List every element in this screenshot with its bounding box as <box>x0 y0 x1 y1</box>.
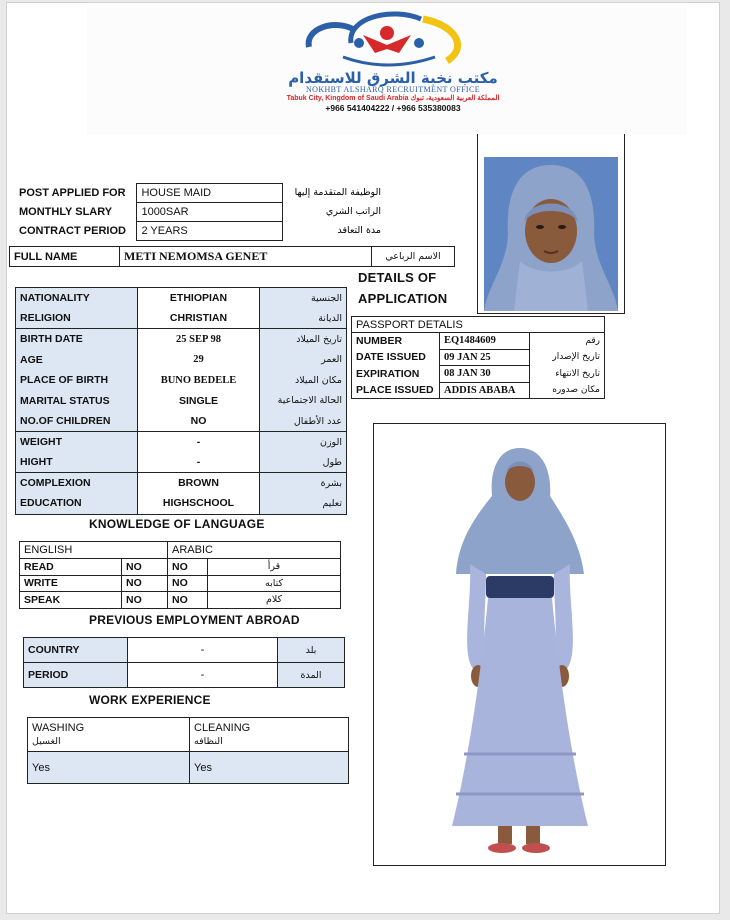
language-row-label: READ <box>20 559 122 576</box>
post-row-label: MONTHLY SLARY <box>15 203 137 222</box>
personal-row-value: HIGHSCHOOL <box>138 493 260 514</box>
personal-row-arabic: تاريخ الميلاد <box>260 329 347 350</box>
employment-row-arabic: بلد <box>278 638 345 663</box>
post-row-label: CONTRACT PERIOD <box>15 222 137 241</box>
employment-heading: PREVIOUS EMPLOYMENT ABROAD <box>89 613 300 627</box>
office-name-english: NOKHBT ALSHARQ RECRUITMENT OFFICE <box>305 85 481 94</box>
passport-row-label: NUMBER <box>352 333 440 350</box>
cv-page <box>6 2 720 914</box>
passport-row-value: 08 JAN 30 <box>440 366 530 383</box>
language-row-english: NO <box>122 575 168 592</box>
language-row-english: NO <box>122 559 168 576</box>
passport-row-label: PLACE ISSUED <box>352 382 440 399</box>
personal-row-value: - <box>138 432 260 453</box>
post-row-arabic: الوظيفة المتقدمة إليها <box>294 187 381 198</box>
full-body-photo-frame <box>373 423 666 866</box>
work-table <box>27 717 349 784</box>
post-row-value: 2 YEARS <box>137 222 283 241</box>
full-body-photo <box>374 424 665 865</box>
employment-row-value: - <box>128 663 278 688</box>
office-name-arabic: مكتب نخبة الشرق للاستقدام <box>288 69 498 87</box>
personal-row-value: CHRISTIAN <box>138 308 260 329</box>
work-washing-value: Yes <box>28 752 190 784</box>
fullname-value: METI NEMOMSA GENET <box>120 247 372 267</box>
passport-row-arabic: تاريخ الانتهاء <box>555 368 600 379</box>
personal-row-arabic: العمر <box>260 349 347 370</box>
personal-row-arabic: تعليم <box>260 493 347 514</box>
work-col-washing-ar: الغسيل <box>32 736 61 747</box>
work-col-washing <box>28 718 190 752</box>
passport-row-arabic: رقم <box>585 336 600 346</box>
work-cleaning-value: Yes <box>190 752 349 784</box>
language-row-label: SPEAK <box>20 592 122 609</box>
personal-row-arabic: عدد الأطفال <box>260 411 347 432</box>
personal-row-arabic: مكان الميلاد <box>260 370 347 391</box>
employment-row-arabic: المدة <box>278 663 345 688</box>
passport-row-label: DATE ISSUED <box>352 349 440 366</box>
personal-row-arabic: الديانة <box>260 308 347 329</box>
personal-row-label: EDUCATION <box>16 493 138 514</box>
employment-row-label: COUNTRY <box>24 638 128 663</box>
passport-row-value: 09 JAN 25 <box>440 349 530 366</box>
personal-row-label: RELIGION <box>16 308 138 329</box>
post-row-value: HOUSE MAID <box>137 184 283 203</box>
fullname-row <box>9 246 455 267</box>
passport-row-value: ADDIS ABABA <box>440 382 530 399</box>
language-table <box>19 541 341 609</box>
personal-row-arabic: الوزن <box>260 432 347 453</box>
details-heading-line2: APPLICATION <box>358 291 448 306</box>
work-col-cleaning-ar: النظافه <box>194 736 223 747</box>
employment-table <box>23 637 345 688</box>
language-row-label: WRITE <box>20 575 122 592</box>
language-row-arabic: NO <box>168 592 208 609</box>
fullname-label: FULL NAME <box>10 247 120 267</box>
details-heading-line1: DETAILS OF <box>358 270 437 285</box>
employment-row-value: - <box>128 638 278 663</box>
fullname-arabic: الاسم الرباعي <box>385 251 441 262</box>
personal-row-value: 25 SEP 98 <box>138 329 260 350</box>
office-address: Tabuk City, Kingdom of Saudi Arabia المملكة العربية السعودية، تبوك <box>286 95 500 102</box>
language-row-arabic: NO <box>168 559 208 576</box>
post-row-arabic: مدة التعاقد <box>337 225 381 236</box>
personal-row-label: PLACE OF BIRTH <box>16 370 138 391</box>
passport-row-value: EQ1484609 <box>440 333 530 350</box>
language-col-english: ENGLISH <box>20 542 168 559</box>
language-heading: KNOWLEDGE OF LANGUAGE <box>89 517 265 531</box>
personal-row-arabic: طول <box>260 452 347 473</box>
personal-table <box>15 287 347 515</box>
language-row-arabic: NO <box>168 575 208 592</box>
post-row-arabic: الراتب الشري <box>325 206 381 217</box>
work-heading: WORK EXPERIENCE <box>89 693 211 707</box>
personal-row-value: BUNO BEDELE <box>138 370 260 391</box>
post-arabic-labels <box>283 183 383 240</box>
personal-row-label: WEIGHT <box>16 432 138 453</box>
office-phones: +966 541404222 / +966 535380083 <box>325 103 461 113</box>
personal-row-arabic: الجنسية <box>260 288 347 309</box>
personal-row-value: BROWN <box>138 473 260 494</box>
personal-row-label: BIRTH DATE <box>16 329 138 350</box>
passport-row-label: EXPIRATION <box>352 366 440 383</box>
language-row-arabic-label: كلام <box>265 594 283 606</box>
personal-row-label: MARITAL STATUS <box>16 390 138 411</box>
post-row-value: 1000SAR <box>137 203 283 222</box>
post-row-label: POST APPLIED FOR <box>15 184 137 203</box>
personal-row-value: - <box>138 452 260 473</box>
language-row-arabic-label: قرأ <box>267 561 281 573</box>
personal-row-value: 29 <box>138 349 260 370</box>
passport-table <box>351 316 605 399</box>
personal-row-label: NATIONALITY <box>16 288 138 309</box>
post-table <box>15 183 283 241</box>
personal-row-value: ETHIOPIAN <box>138 288 260 309</box>
personal-row-label: COMPLEXION <box>16 473 138 494</box>
personal-row-label: AGE <box>16 349 138 370</box>
company-logo <box>303 9 471 69</box>
personal-row-label: NO.OF CHILDREN <box>16 411 138 432</box>
language-row-arabic-label: كتابه <box>264 577 284 589</box>
personal-row-arabic: الحالة الاجتماعية <box>260 390 347 411</box>
work-col-cleaning <box>190 718 349 752</box>
personal-row-label: HIGHT <box>16 452 138 473</box>
passport-title: PASSPORT DETALIS <box>352 317 605 333</box>
language-row-english: NO <box>122 592 168 609</box>
portrait-photo <box>484 157 618 311</box>
passport-row-arabic: مكان صدوره <box>552 385 600 395</box>
work-col-cleaning-en: CLEANING <box>194 722 251 734</box>
personal-row-arabic: بشرة <box>260 473 347 494</box>
personal-row-value: NO <box>138 411 260 432</box>
employment-row-label: PERIOD <box>24 663 128 688</box>
personal-row-value: SINGLE <box>138 390 260 411</box>
work-col-washing-en: WASHING <box>32 722 85 734</box>
passport-row-arabic: تاريخ الإصدار <box>552 352 600 363</box>
language-col-arabic: ARABIC <box>168 542 341 559</box>
